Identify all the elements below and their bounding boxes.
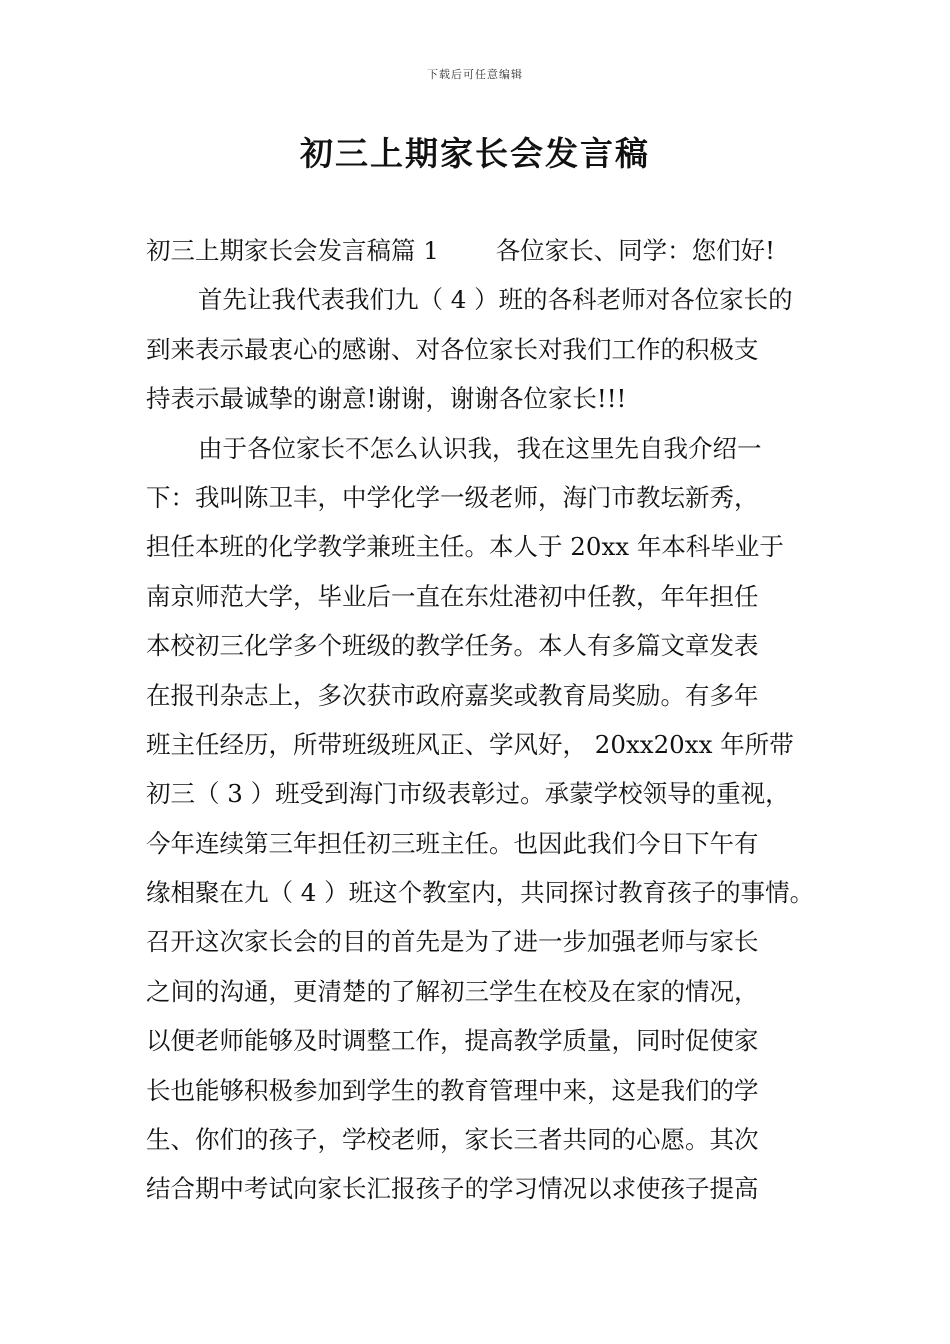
document-body (146, 226, 846, 1214)
body-line: 下：我叫陈卫丰，中学化学一级老师，海门市教坛新秀， (146, 482, 759, 512)
body-line: 之间的沟通，更清楚的了解初三学生在校及在家的情况， (146, 976, 759, 1006)
body-line: 生、你们的孩子，学校老师，家长三者共同的心愿。其次 (146, 1125, 759, 1155)
body-line: 南京师范大学，毕业后一直在东灶港初中任教，年年担任 (146, 581, 759, 611)
body-line: 到来表示最衷心的感谢、对各位家长对我们工作的积极支 (146, 334, 759, 364)
body-line: 持表示最诚挚的谢意!谢谢，谢谢各位家长!!! (146, 384, 627, 414)
body-line: 本校初三化学多个班级的教学任务。本人有多篇文章发表 (146, 631, 759, 661)
body-line: 缘相聚在九（ 4 ）班这个教室内，共同探讨教育孩子的事情。 (146, 878, 815, 908)
body-line: 长也能够积极参加到学生的教育管理中来，这是我们的学 (146, 1075, 759, 1105)
body-line: 召开这次家长会的目的首先是为了进一步加强老师与家长 (146, 927, 759, 957)
body-line: 班主任经历，所带班级班风正、学风好， 20xx20xx 年所带 (146, 729, 794, 759)
body-line: 结合期中考试向家长汇报孩子的学习情况以求使孩子提高 (146, 1174, 759, 1204)
body-line: 今年连续第三年担任初三班主任。也因此我们今日下午有 (146, 828, 759, 858)
header-note: 下载后可任意编辑 (427, 68, 523, 81)
document-title: 初三上期家长会发言稿 (300, 134, 650, 173)
body-line: 初三上期家长会发言稿篇 1 各位家长、同学：您们好! (146, 236, 776, 265)
body-line: 担任本班的化学教学兼班主任。本人于 20xx 年本科毕业于 (146, 532, 784, 562)
body-line: 由于各位家长不怎么认识我，我在这里先自我介绍一 (198, 433, 762, 463)
body-line: 以便老师能够及时调整工作，提高教学质量，同时促使家 (146, 1026, 759, 1056)
body-line: 在报刊杂志上，多次获市政府嘉奖或教育局奖励。有多年 (146, 680, 759, 710)
body-line: 初三（ 3 ）班受到海门市级表彰过。承蒙学校领导的重视， (146, 779, 790, 809)
body-line: 首先让我代表我们九（ 4 ）班的各科老师对各位家长的 (198, 285, 793, 315)
